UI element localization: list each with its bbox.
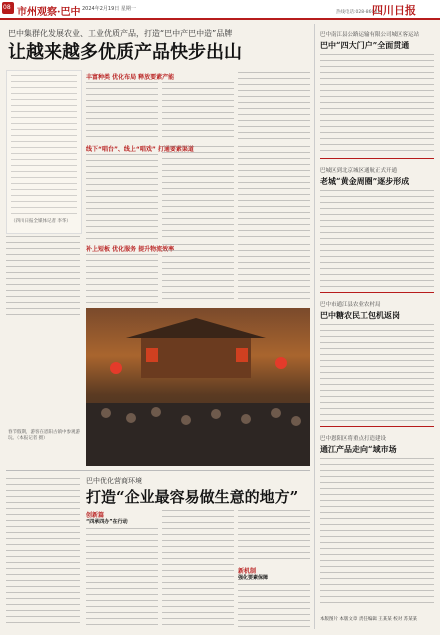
sidebar-kicker-4: 巴中恩阳区将重点打造建设 bbox=[320, 436, 387, 442]
body-text-left bbox=[6, 236, 80, 316]
sidebar-body-1 bbox=[320, 54, 434, 154]
second-kicker: 巴中优化营商环境 bbox=[86, 477, 142, 485]
body-text-col6 bbox=[238, 146, 310, 240]
sidebar-kicker-1: 巴中南江县公路运输有限公司城区客运站 bbox=[320, 32, 420, 38]
page-number: 08 bbox=[3, 4, 11, 11]
sidebar-title-3: 巴中糖农民工包机返岗 bbox=[320, 310, 400, 320]
news-photo bbox=[86, 308, 310, 466]
issue-date: 2024年2月19日 星期一 bbox=[82, 6, 136, 12]
main-headline: 让越来越多优质产品快步出山 bbox=[8, 42, 242, 63]
body-text-col7 bbox=[86, 254, 158, 304]
second-body-left bbox=[6, 478, 80, 628]
second-headline: 打造“企业最容易做生意的地方” bbox=[86, 488, 299, 506]
sidebar-body-2 bbox=[320, 190, 434, 288]
page-credits: 本版图片 本版文章 责任编辑 王某某 校对 苏某某 bbox=[320, 617, 418, 622]
column-divider bbox=[314, 24, 315, 629]
sidebar-rule-2 bbox=[320, 292, 434, 293]
newspaper-logo: 四川日报 bbox=[372, 4, 416, 17]
second-body-col3 bbox=[238, 510, 310, 564]
sidebar-kicker-2: 巴城区到北京城区通航正式开通 bbox=[320, 168, 398, 174]
second-body-col4 bbox=[238, 584, 310, 628]
body-text-col1 bbox=[86, 82, 158, 140]
sidebar-body-4 bbox=[320, 458, 434, 608]
second-subhead-2b: 强化要素保障 bbox=[238, 575, 269, 581]
body-text-col8 bbox=[162, 244, 234, 304]
sidebar-kicker-3: 巴中市通江县农业农村局 bbox=[320, 302, 381, 308]
subhead-2: 线下“唱台”、线上“唱戏” 打通要素渠道 bbox=[86, 146, 194, 153]
second-subhead-1b: “四承四办”在行动 bbox=[86, 519, 128, 525]
sidebar-title-4: 通江产品走向“域市场 bbox=[320, 444, 397, 454]
body-text-col9 bbox=[238, 244, 310, 304]
second-subhead-1: 创新篇 bbox=[86, 512, 105, 519]
subhead-1: 丰富种类 优化布局 释放要素产能 bbox=[86, 74, 175, 81]
second-subhead-2: 新机制 bbox=[238, 568, 257, 575]
page-number-badge bbox=[2, 2, 14, 14]
second-body-col2 bbox=[162, 510, 234, 628]
sidebar-title-1: 巴中“四大门户”全面贯通 bbox=[320, 40, 410, 50]
photo-caption: 春节假期，游客在恩阳古镇中参观游玩。（本报记者 摄） bbox=[8, 430, 80, 441]
sidebar-rule-1 bbox=[320, 158, 434, 159]
body-text-col5 bbox=[162, 146, 234, 240]
second-body-col1 bbox=[86, 528, 158, 628]
body-text-col3 bbox=[238, 72, 310, 140]
temple-scene-illustration bbox=[86, 308, 310, 466]
sidebar-title-2: 老城“黄金周圈”逐步形成 bbox=[320, 176, 410, 186]
body-text-col2 bbox=[162, 82, 234, 140]
sidebar-body-3 bbox=[320, 324, 434, 422]
sidebar-rule-3 bbox=[320, 426, 434, 427]
editor-quote-box bbox=[6, 70, 82, 234]
subhead-3: 补上短板 优化服务 提升物流效率 bbox=[86, 246, 175, 253]
article-divider bbox=[6, 470, 310, 471]
main-kicker: 巴中集群化发展农业、工业优质产品，打造“巴中产巴中造”品牌 bbox=[8, 29, 233, 38]
hotline: 热线电话:028-86001 bbox=[336, 10, 381, 15]
quote-byline: （四川日报全媒体记者 李华） bbox=[11, 219, 71, 224]
body-text-col4 bbox=[86, 154, 158, 240]
section-title: 市州观察·巴中 bbox=[17, 7, 81, 18]
